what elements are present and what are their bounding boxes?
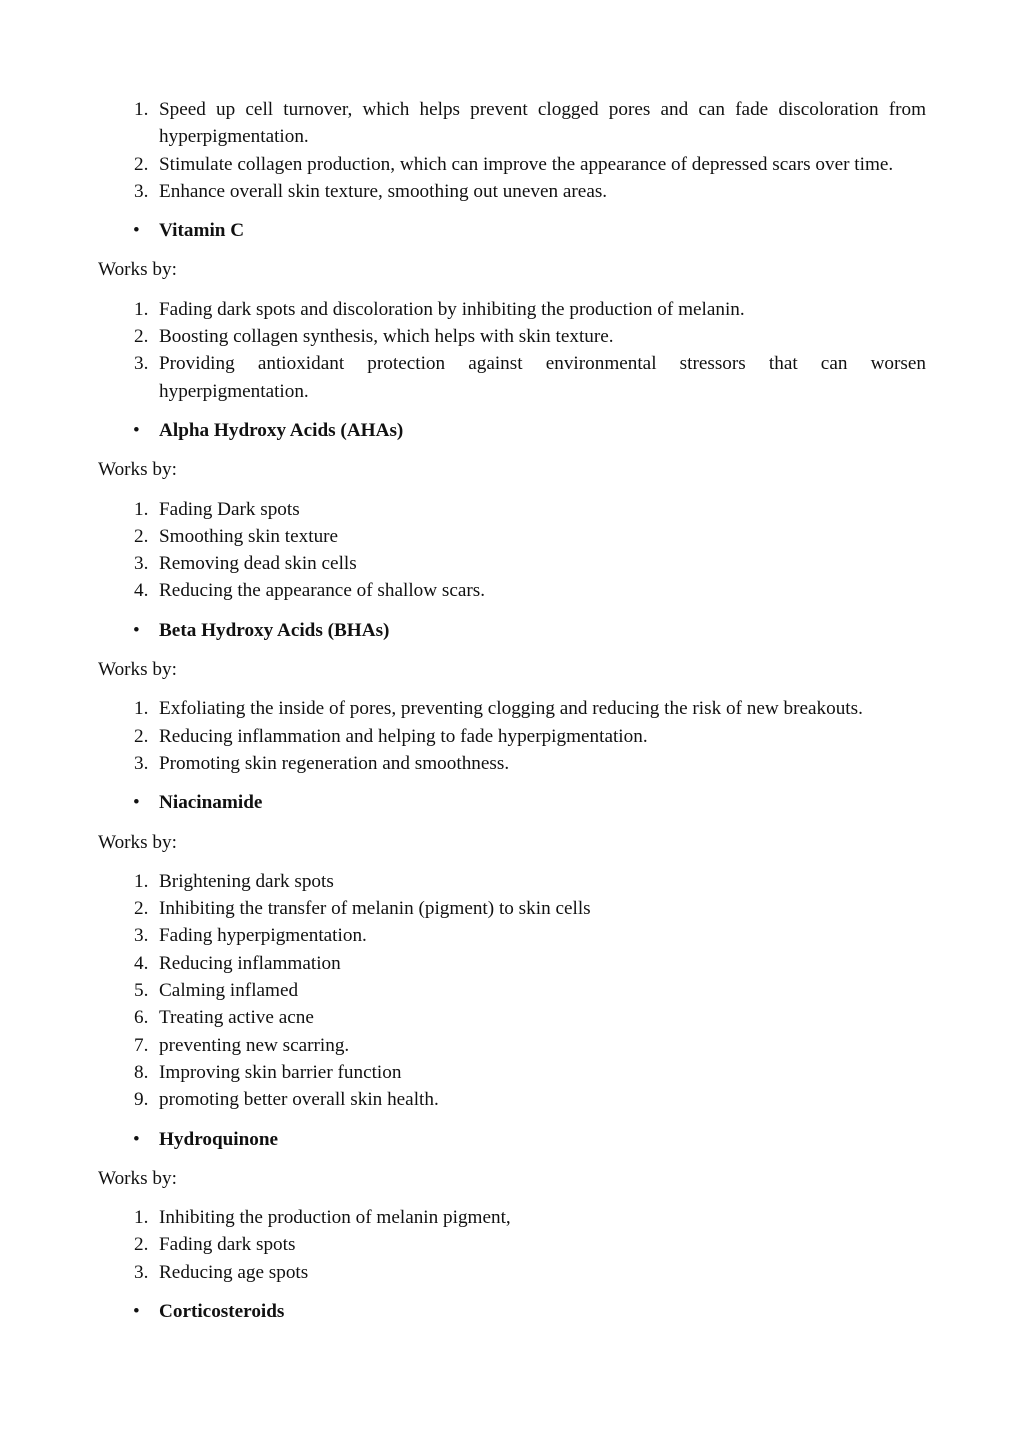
list-item: 7. preventing new scarring. [98,1032,926,1059]
bullet-icon: • [133,419,140,441]
ahas-list [98,496,926,605]
list-item: 8. Improving skin barrier function [98,1059,926,1086]
list-number: 4. [134,580,149,602]
section-heading-ahas: • Alpha Hydroxy Acids (AHAs) [98,417,926,444]
works-by-label: Works by: [98,459,177,481]
section-heading-bhas: • Beta Hydroxy Acids (BHAs) [98,617,926,644]
list-number: 1. [134,498,149,520]
list-item: 5. Calming inflamed [98,977,926,1004]
list-number: 3. [134,553,149,575]
works-by-label: Works by: [98,1167,177,1189]
vitamin-c-list [98,296,926,405]
bullet-icon: • [133,1128,140,1150]
bullet-icon: • [133,792,140,814]
hydroquinone-list [98,1204,926,1286]
list-item: 3. Removing dead skin cells [98,550,926,577]
document-body [98,96,926,1337]
section-heading-vitamin-c: • Vitamin C [98,217,926,244]
bullet-icon: • [133,1300,140,1322]
list-item: 2. Stimulate collagen production, which can improve the appearance of depressed scars over time. [98,151,926,178]
list-item: 1. Speed up cell turnover, which helps prevent clogged pores and can fade discoloration from hyperpigmentation. [98,96,926,151]
list-number: 1. [134,298,149,320]
list-number: 1. [134,99,149,120]
list-item: 2. Smoothing skin texture [98,523,926,550]
list-item: 2. Inhibiting the transfer of melanin (pigment) to skin cells [98,895,926,922]
list-number: 3. [134,925,149,947]
list-item: 1. Exfoliating the inside of pores, preventing clogging and reducing the risk of new breakouts. [98,695,926,722]
works-by-label: Works by: [98,259,177,281]
list-number: 3. [134,1261,149,1283]
bullet-icon: • [133,220,140,242]
list-number: 2. [134,153,149,175]
bullet-icon: • [133,619,140,641]
list-item: 1. Inhibiting the production of melanin pigment, [98,1204,926,1231]
section-heading-hydroquinone: • Hydroquinone [98,1126,926,1153]
list-item: 2. Reducing inflammation and helping to fade hyperpigmentation. [98,723,926,750]
list-number: 2. [134,525,149,547]
list-item: 3. Providing antioxidant protection against environmental stressors that can worsen hyperpigmentation. [98,350,926,405]
list-item: 1. Fading Dark spots [98,496,926,523]
list-number: 1. [134,870,149,892]
works-by-label: Works by: [98,831,177,853]
list-item: 3. Enhance overall skin texture, smoothing out uneven areas. [98,178,926,205]
list-item: 3. Promoting skin regeneration and smoothness. [98,750,926,777]
niacinamide-list [98,868,926,1114]
list-number: 3. [134,752,149,774]
list-number: 2. [134,326,149,348]
list-number: 1. [134,1207,149,1229]
list-number: 2. [134,725,149,747]
list-item: 9. promoting better overall skin health. [98,1086,926,1113]
list-number: 3. [134,180,149,202]
list-item: 6. Treating active acne [98,1004,926,1031]
list-item: 2. Boosting collagen synthesis, which helps with skin texture. [98,323,926,350]
list-number: 2. [134,898,149,920]
intro-numbered-list [98,96,926,205]
list-item: 3. Reducing age spots [98,1259,926,1286]
section-heading-niacinamide: • Niacinamide [98,789,926,816]
list-item: 1. Fading dark spots and discoloration by inhibiting the production of melanin. [98,296,926,323]
list-number: 7. [134,1034,149,1056]
list-number: 8. [134,1061,149,1083]
list-item: 2. Fading dark spots [98,1231,926,1258]
list-item: 4. Reducing the appearance of shallow scars. [98,577,926,604]
list-number: 1. [134,698,149,720]
list-item: 4. Reducing inflammation [98,950,926,977]
list-item: 1. Brightening dark spots [98,868,926,895]
works-by-label: Works by: [98,659,177,681]
list-number: 9. [134,1089,149,1111]
list-number: 3. [134,353,149,375]
list-number: 5. [134,980,149,1002]
bhas-list [98,695,926,777]
section-heading-corticosteroids: • Corticosteroids [98,1298,926,1325]
list-item: 3. Fading hyperpigmentation. [98,922,926,949]
list-number: 4. [134,952,149,974]
list-number: 2. [134,1234,149,1256]
list-number: 6. [134,1007,149,1029]
